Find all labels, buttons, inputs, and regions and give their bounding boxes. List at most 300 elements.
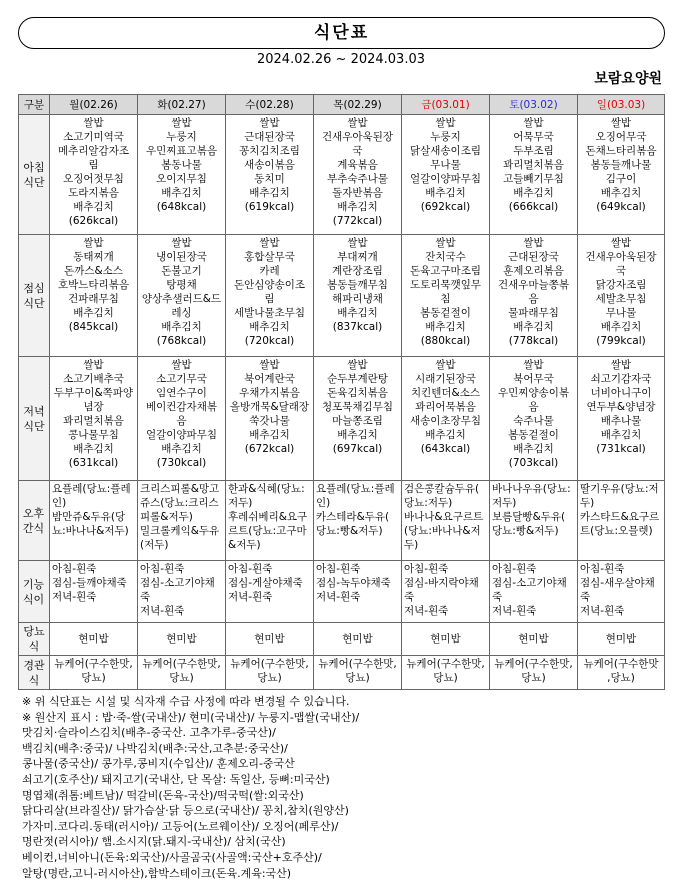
breakfast-cell bbox=[402, 115, 490, 235]
diabetic-diet-row-label bbox=[19, 623, 50, 656]
page-title: 식단표 bbox=[18, 17, 665, 49]
menu-line: 쌀밥 bbox=[435, 117, 456, 129]
menu-line: 봄동들깨무침 bbox=[327, 279, 388, 291]
breakfast-row-label bbox=[19, 115, 50, 235]
menu-line: 호박느타리볶음 bbox=[57, 279, 129, 291]
menu-line: 카레 bbox=[259, 265, 280, 277]
row-label-line: 식 bbox=[28, 640, 40, 653]
footnotes bbox=[22, 694, 672, 881]
breakfast-row bbox=[19, 115, 665, 235]
diabetic-diet-cell bbox=[50, 623, 138, 656]
menu-line: 념장 bbox=[83, 401, 104, 413]
breakfast-cell bbox=[490, 115, 578, 235]
menu-line: 꽈리멸치볶음 bbox=[503, 159, 564, 171]
menu-line: (799kcal) bbox=[596, 335, 646, 347]
footnote-line: ※ 원산지 표시 : 밥·죽-쌀(국내산)/ 현미(국내산)/ 누룽지-맵쌀(국내산)/ bbox=[22, 710, 360, 724]
snack-cell bbox=[490, 481, 578, 561]
menu-line: 당뇨) bbox=[521, 672, 546, 684]
menu-line: 계란장조림 bbox=[332, 265, 383, 277]
menu-line: (772kcal) bbox=[332, 215, 383, 227]
menu-line: 동치미 bbox=[254, 173, 285, 185]
menu-line: 쌀밥 bbox=[259, 359, 280, 371]
menu-line: 한과&식혜(당뇨: bbox=[228, 483, 305, 495]
menu-line: 두) bbox=[404, 539, 419, 551]
menu-line: 어묵무국 bbox=[513, 131, 554, 143]
menu-line: 건새우아욱된장 bbox=[585, 251, 657, 263]
tube-feeding-cell bbox=[314, 656, 402, 690]
menu-line: (619kcal) bbox=[244, 201, 295, 213]
diabetic-diet-cell bbox=[226, 623, 314, 656]
menu-line: 크리스피롤&망고 bbox=[140, 483, 220, 495]
lunch-row bbox=[19, 235, 665, 357]
menu-line: 근대된장국 bbox=[508, 251, 559, 263]
menu-line: 무나물 bbox=[430, 159, 461, 171]
row-label-line: 아침 bbox=[23, 160, 45, 174]
menu-line: 해파리냉채 bbox=[332, 293, 383, 305]
menu-line: 아침-흰죽 bbox=[580, 563, 625, 575]
menu-line: 치킨텐더&소스 bbox=[410, 387, 481, 399]
tube-feeding-cell bbox=[402, 656, 490, 690]
menu-line: (저두) bbox=[140, 539, 169, 551]
menu-line: 건새우마늘쫑볶 bbox=[497, 279, 569, 291]
breakfast-cell bbox=[314, 115, 402, 235]
dinner-row bbox=[19, 357, 665, 481]
functional-diet-cell bbox=[314, 561, 402, 623]
menu-line: 고들빼기무침 bbox=[503, 173, 564, 185]
footnote-line: 가자미.코다리.동태(러시아)/ 고등어(노르웨이산)/ 오징어(페루산)/ bbox=[22, 819, 339, 833]
menu-line: 소고기미역국 bbox=[63, 131, 124, 143]
breakfast-cell bbox=[138, 115, 226, 235]
menu-line: 배추김치 bbox=[337, 307, 378, 319]
menu-line: 쇠고기감자국 bbox=[590, 373, 652, 385]
menu-line: 돈까스&소스 bbox=[64, 265, 123, 277]
menu-line: (845kcal) bbox=[68, 321, 119, 333]
diabetic-diet-cell bbox=[578, 623, 665, 656]
functional-diet-row-label bbox=[19, 561, 50, 623]
menu-line: 쌀밥 bbox=[171, 237, 192, 249]
menu-line: 음 bbox=[528, 293, 539, 305]
menu-line: 소고기배추국 bbox=[63, 373, 124, 385]
dinner-cell bbox=[402, 357, 490, 481]
menu-line: 인) bbox=[52, 497, 67, 509]
menu-line: 닭살새송이조림 bbox=[409, 145, 481, 157]
menu-line: 아침-흰죽 bbox=[52, 563, 97, 575]
menu-line: 배추김치 bbox=[73, 443, 114, 455]
menu-line: 뉴케어(구수한맛, bbox=[230, 658, 309, 670]
menu-line: 검은콩칼슘두유( bbox=[404, 483, 480, 495]
menu-line: 근대된장국 bbox=[244, 131, 295, 143]
menu-line: 배추김치 bbox=[513, 187, 554, 199]
menu-line: 봄동겉절이 bbox=[508, 429, 559, 441]
menu-line: 쌀밥 bbox=[347, 117, 368, 129]
row-label-line: 식이 bbox=[22, 592, 45, 606]
row-label-line: 오후 bbox=[22, 506, 45, 520]
menu-line: 죽 bbox=[404, 591, 415, 603]
row-label-line: 기능 bbox=[22, 577, 45, 591]
row-label-line: 경관 bbox=[23, 658, 45, 672]
menu-line: (648kcal) bbox=[156, 201, 207, 213]
menu-line: 쌀밥 bbox=[610, 359, 632, 371]
menu-line: 누룽지 bbox=[166, 131, 197, 143]
menu-line: 도토리묵깻잎무 bbox=[409, 279, 481, 291]
menu-line: 저두) bbox=[492, 497, 517, 509]
menu-line: 돌자반볶음 bbox=[332, 187, 383, 199]
menu-line: 쌀밥 bbox=[610, 237, 632, 249]
day-header: 토(03.02) bbox=[490, 95, 578, 115]
menu-line: 저녁-흰죽 bbox=[52, 591, 97, 603]
menu-line: 레싱 bbox=[171, 307, 192, 319]
lunch-cell bbox=[490, 235, 578, 357]
menu-line: 메추리알감자조 bbox=[57, 145, 129, 157]
dinner-cell bbox=[578, 357, 665, 481]
menu-line: 현미밥 bbox=[78, 633, 109, 645]
menu-line: 저녁-흰죽 bbox=[492, 605, 537, 617]
menu-line: 배추김치 bbox=[513, 321, 554, 333]
menu-line: 죽 bbox=[580, 591, 591, 603]
menu-line: 바나나우유(당뇨: bbox=[492, 483, 571, 495]
menu-line: 배추김치 bbox=[161, 443, 202, 455]
menu-line: 점심-게살야채죽 bbox=[228, 577, 303, 589]
row-label-line: 간식 bbox=[22, 521, 45, 535]
menu-line: 당뇨) bbox=[345, 672, 370, 684]
menu-line: 배추김치 bbox=[249, 321, 290, 333]
menu-line: 꽈리멸치볶음 bbox=[63, 415, 124, 427]
menu-line: 배추김치 bbox=[73, 201, 114, 213]
snack-cell bbox=[578, 481, 665, 561]
menu-line: (643kcal) bbox=[420, 443, 471, 455]
menu-line: 죽 bbox=[140, 591, 151, 603]
diabetic-diet-cell bbox=[314, 623, 402, 656]
menu-line: 쥬스(당뇨:크리스 bbox=[140, 497, 219, 509]
menu-line: 새송이볶음 bbox=[244, 159, 295, 171]
menu-line: 카스타드&요구르 bbox=[580, 511, 660, 523]
menu-line: 베이컨감자채볶 bbox=[145, 401, 217, 413]
row-label-line: 식 bbox=[28, 673, 40, 687]
day-header: 화(02.27) bbox=[138, 95, 226, 115]
menu-line: 당뇨:빵&저두) bbox=[316, 525, 383, 537]
menu-line: (631kcal) bbox=[68, 457, 119, 469]
menu-line: 트(당뇨:오믈렛) bbox=[580, 525, 653, 537]
menu-line: 건파래무침 bbox=[68, 293, 119, 305]
footnote-line: 명란젓(러시아)/ 햄.소시지(닭.돼지-국내산)/ 삼치(국산) bbox=[22, 835, 286, 849]
menu-line: 연두부&양념장 bbox=[586, 401, 656, 413]
diabetic-diet-cell bbox=[138, 623, 226, 656]
menu-line: (당뇨:바나나&저 bbox=[404, 525, 481, 537]
menu-line: 죽 bbox=[492, 591, 503, 603]
footnote-line: 백김치(배추:중국)/ 나박김치(배추:국산,고추분:중국산)/ bbox=[22, 741, 288, 755]
menu-line: 림 bbox=[264, 293, 275, 305]
menu-line: ,당뇨) bbox=[607, 672, 635, 684]
menu-line: 배추김치 bbox=[600, 321, 642, 333]
row-label-line: 식단 bbox=[23, 419, 45, 433]
menu-line: 현미밥 bbox=[430, 633, 461, 645]
menu-line: 홍합살무국 bbox=[244, 251, 295, 263]
menu-line: 배추김치 bbox=[513, 443, 554, 455]
menu-line: 숙주나물 bbox=[513, 415, 554, 427]
snack-row-label bbox=[19, 481, 50, 561]
menu-line: 배추김치 bbox=[425, 429, 466, 441]
menu-line: (880kcal) bbox=[420, 335, 471, 347]
menu-line: (837kcal) bbox=[332, 321, 383, 333]
diabetic-diet-cell bbox=[490, 623, 578, 656]
menu-line: &저두) bbox=[228, 539, 261, 551]
lunch-cell bbox=[578, 235, 665, 357]
menu-line: 쌀밥 bbox=[83, 237, 104, 249]
menu-line: 국 bbox=[352, 145, 363, 157]
footnote-line: 닭다리살(브라질산)/ 닭가슴살·닭 등으로(국내산)/ 꽁치,참치(원양산) bbox=[22, 804, 349, 818]
menu-line: 점심-소고기야채 bbox=[492, 577, 567, 589]
day-header: 일(03.03) bbox=[578, 95, 665, 115]
menu-line: 배추김치 bbox=[425, 187, 466, 199]
menu-line: 현미밥 bbox=[254, 633, 285, 645]
menu-line: 오징어젓무침 bbox=[63, 173, 124, 185]
menu-line: 쌀밥 bbox=[610, 117, 632, 129]
menu-line: 쌀밥 bbox=[259, 237, 280, 249]
menu-line: 두부구이&쪽파양 bbox=[53, 387, 134, 399]
snack-cell bbox=[402, 481, 490, 561]
menu-line: 점심-새우살야채 bbox=[580, 577, 655, 589]
menu-line: 배추김치 bbox=[337, 201, 378, 213]
menu-line: 딸기우유(당뇨:저 bbox=[580, 483, 659, 495]
menu-line: 꽁치김치조림 bbox=[239, 145, 300, 157]
menu-line: 세발나물초무침 bbox=[233, 307, 305, 319]
menu-line: 저녁-흰죽 bbox=[316, 591, 361, 603]
menu-line: 저녁-흰죽 bbox=[580, 605, 625, 617]
menu-line: 인) bbox=[316, 497, 331, 509]
menu-line: (692kcal) bbox=[420, 201, 471, 213]
menu-line: 오이지무침 bbox=[156, 173, 207, 185]
menu-line: 당뇨) bbox=[433, 672, 458, 684]
menu-line: 쌀밥 bbox=[83, 117, 104, 129]
menu-line: 뇨:바나나&저두) bbox=[52, 525, 129, 537]
menu-line: 쌀밥 bbox=[523, 237, 544, 249]
tube-feeding-row bbox=[19, 656, 665, 690]
dinner-cell bbox=[50, 357, 138, 481]
menu-line: 쌀밥 bbox=[259, 117, 280, 129]
snack-row bbox=[19, 481, 665, 561]
menu-line: 배추나물 bbox=[600, 415, 642, 427]
menu-line: (768kcal) bbox=[156, 335, 207, 347]
menu-line: 쌀밥 bbox=[523, 359, 544, 371]
menu-line: 동태찌개 bbox=[73, 251, 114, 263]
menu-line: 임연수구이 bbox=[156, 387, 207, 399]
lunch-cell bbox=[402, 235, 490, 357]
lunch-cell bbox=[50, 235, 138, 357]
tube-feeding-cell bbox=[578, 656, 665, 690]
menu-line: 우민찌표고볶음 bbox=[145, 145, 217, 157]
menu-line: 배추김치 bbox=[161, 321, 202, 333]
breakfast-cell bbox=[226, 115, 314, 235]
menu-line: 너비아니구이 bbox=[590, 387, 652, 399]
footnote-line: 맛김치·슬라이스김치(배추-중국산. 고추가루-중국산)/ bbox=[22, 726, 276, 740]
snack-cell bbox=[50, 481, 138, 561]
menu-line: 당뇨) bbox=[169, 672, 194, 684]
footnote-line: 알탕(명란,고니-러시아산),함박스테이크(돈육.계육:국산) bbox=[22, 866, 292, 880]
footnote-line: 베이컨,너비아니(돈육:외국산)/사골곰국(사골액:국산+호주산)/ bbox=[22, 850, 322, 864]
menu-line: 두부조림 bbox=[513, 145, 554, 157]
menu-line: 밀크롤케익&두유 bbox=[140, 525, 220, 537]
menu-line: 후레쉬베리&요구 bbox=[228, 511, 308, 523]
menu-line: 도라지볶음 bbox=[68, 187, 119, 199]
row-label-line: 당뇨 bbox=[23, 625, 45, 638]
menu-line: 음 bbox=[528, 401, 539, 413]
menu-line: 냉이된장국 bbox=[156, 251, 207, 263]
menu-line: 계육볶음 bbox=[337, 159, 378, 171]
menu-line: 부대찌개 bbox=[337, 251, 378, 263]
menu-line: 김구이 bbox=[605, 173, 637, 185]
menu-line: 점심-들깨야채죽 bbox=[52, 577, 127, 589]
menu-line: 순두부계란탕 bbox=[327, 373, 388, 385]
menu-line: 돈육김치볶음 bbox=[327, 387, 388, 399]
menu-line: 카스테라&두유( bbox=[316, 511, 390, 523]
footnote-line: 명엽채(취톰:베트남)/ 떡갈비(돈육-국산)/떡국떡(쌀:외국산) bbox=[22, 788, 304, 802]
menu-line: 뉴케어(구수한맛, bbox=[54, 658, 133, 670]
menu-line: 뉴케어(구수한맛 bbox=[583, 658, 659, 670]
menu-line: 아침-흰죽 bbox=[316, 563, 361, 575]
menu-line: 점심-바지락야채 bbox=[404, 577, 479, 589]
menu-line: 물파래무침 bbox=[508, 307, 559, 319]
menu-line: 훈제오리볶음 bbox=[503, 265, 564, 277]
functional-diet-cell bbox=[490, 561, 578, 623]
row-label-line: 점심 bbox=[23, 281, 45, 295]
dinner-cell bbox=[490, 357, 578, 481]
menu-line: 당뇨:빵&저두) bbox=[492, 525, 559, 537]
menu-line: 아침-흰죽 bbox=[140, 563, 185, 575]
menu-line: 침 bbox=[440, 293, 451, 305]
dinner-cell bbox=[226, 357, 314, 481]
menu-line: 소고기무국 bbox=[156, 373, 207, 385]
menu-line: 뉴케어(구수한맛, bbox=[406, 658, 485, 670]
menu-line: 시래기된장국 bbox=[415, 373, 476, 385]
diabetic-diet-cell bbox=[402, 623, 490, 656]
organization-name: 보람요양원 bbox=[594, 71, 662, 87]
dinner-row-label bbox=[19, 357, 50, 481]
menu-line: 부추숙주나물 bbox=[327, 173, 388, 185]
menu-line: 아침-흰죽 bbox=[404, 563, 449, 575]
menu-line: 오징어무국 bbox=[595, 131, 647, 143]
menu-line: 저녁-흰죽 bbox=[404, 605, 449, 617]
snack-cell bbox=[226, 481, 314, 561]
menu-line: 배추김치 bbox=[249, 187, 290, 199]
row-label-line: 식단 bbox=[23, 175, 45, 189]
row-label-line: 저녁 bbox=[23, 404, 45, 418]
menu-line: 당뇨) bbox=[81, 672, 106, 684]
menu-line: 배추김치 bbox=[600, 429, 642, 441]
breakfast-cell bbox=[50, 115, 138, 235]
menu-line: 점심-소고기야채 bbox=[140, 577, 215, 589]
menu-line: 쌀밥 bbox=[347, 359, 368, 371]
menu-line: 저두) bbox=[228, 497, 253, 509]
footnote-line: 쇠고기(호주산)/ 돼지고기(국내산, 단 목살: 독일산, 등뼈:미국산) bbox=[22, 772, 330, 786]
menu-line: 새송이초장무침 bbox=[409, 415, 481, 427]
day-header: 수(02.28) bbox=[226, 95, 314, 115]
day-header: 목(02.29) bbox=[314, 95, 402, 115]
menu-line: (731kcal) bbox=[596, 443, 646, 455]
menu-line: 바나나&요구르트 bbox=[404, 511, 484, 523]
menu-line: 당뇨:저두) bbox=[404, 497, 453, 509]
menu-line: 현미밥 bbox=[166, 633, 197, 645]
menu-line: 북어계란국 bbox=[244, 373, 295, 385]
menu-line: (649kcal) bbox=[596, 201, 646, 213]
menu-line: 콩나물무침 bbox=[68, 429, 119, 441]
menu-line: 누룽지 bbox=[430, 131, 461, 143]
footnote-line: ※ 위 식단표는 시설 및 식자재 수급 사정에 따라 변경될 수 있습니다. bbox=[22, 695, 350, 708]
menu-line: 림 bbox=[88, 159, 99, 171]
functional-diet-cell bbox=[226, 561, 314, 623]
menu-line: 쌀밥 bbox=[171, 359, 192, 371]
menu-line: 북어무국 bbox=[513, 373, 554, 385]
menu-line: 배추김치 bbox=[600, 187, 642, 199]
menu-line: 쌀밥 bbox=[171, 117, 192, 129]
lunch-cell bbox=[314, 235, 402, 357]
menu-line: 돈육고구마조림 bbox=[409, 265, 481, 277]
menu-line: 얼갈이양파무침 bbox=[409, 173, 481, 185]
functional-diet-row bbox=[19, 561, 665, 623]
menu-line: 쌀밥 bbox=[523, 117, 544, 129]
functional-diet-cell bbox=[578, 561, 665, 623]
snack-cell bbox=[138, 481, 226, 561]
menu-line: 아침-흰죽 bbox=[492, 563, 537, 575]
menu-line: 쌀밥 bbox=[435, 359, 456, 371]
menu-line: 쑥갓나물 bbox=[249, 415, 290, 427]
menu-line: 현미밥 bbox=[342, 633, 373, 645]
menu-line: (720kcal) bbox=[244, 335, 295, 347]
menu-line: 음 bbox=[176, 415, 187, 427]
menu-line: 봄동나물 bbox=[161, 159, 202, 171]
lunch-row-label bbox=[19, 235, 50, 357]
menu-line: 건새우아욱된장 bbox=[321, 131, 393, 143]
menu-line: 저녁-흰죽 bbox=[228, 591, 273, 603]
day-header: 월(02.26) bbox=[50, 95, 138, 115]
menu-line: 피롤&저두) bbox=[140, 511, 193, 523]
menu-line: 돈채느타리볶음 bbox=[585, 145, 657, 157]
functional-diet-cell bbox=[402, 561, 490, 623]
menu-line: (666kcal) bbox=[508, 201, 559, 213]
menu-line: 봄동들깨나물 bbox=[590, 159, 652, 171]
day-header: 금(03.01) bbox=[402, 95, 490, 115]
header-row bbox=[19, 95, 665, 115]
functional-diet-cell bbox=[138, 561, 226, 623]
menu-line: 뉴케어(구수한맛, bbox=[494, 658, 573, 670]
menu-line: 돈안심양송이조 bbox=[233, 279, 305, 291]
menu-line: (730kcal) bbox=[156, 457, 207, 469]
menu-line: 무나물 bbox=[605, 307, 637, 319]
menu-line: 꽈리어묵볶음 bbox=[415, 401, 476, 413]
menu-line: 우민찌양송이볶 bbox=[497, 387, 569, 399]
menu-line: 얼갈이양파무침 bbox=[145, 429, 217, 441]
dinner-cell bbox=[314, 357, 402, 481]
menu-line: 배추김치 bbox=[425, 321, 466, 333]
menu-line: 올방개묵&달래장 bbox=[229, 401, 310, 413]
row-label-line: 식단 bbox=[23, 296, 45, 310]
menu-line: 쌀밥 bbox=[83, 359, 104, 371]
tube-feeding-cell bbox=[226, 656, 314, 690]
menu-line: 당뇨) bbox=[257, 672, 282, 684]
menu-line: 두) bbox=[580, 497, 595, 509]
menu-line: 보름달빵&두유( bbox=[492, 511, 566, 523]
menu-line: (703kcal) bbox=[508, 457, 559, 469]
tube-feeding-cell bbox=[138, 656, 226, 690]
menu-line: 닭강자조림 bbox=[595, 279, 647, 291]
meal-table bbox=[18, 94, 665, 690]
menu-line: 우채가지볶음 bbox=[239, 387, 300, 399]
menu-line: 세발초무침 bbox=[595, 293, 647, 305]
menu-line: 밤만쥬&두유(당 bbox=[52, 511, 126, 523]
menu-line: 아침-흰죽 bbox=[228, 563, 273, 575]
menu-line: (778kcal) bbox=[508, 335, 559, 347]
menu-line: (626kcal) bbox=[68, 215, 119, 227]
menu-line: 배추김치 bbox=[73, 307, 114, 319]
